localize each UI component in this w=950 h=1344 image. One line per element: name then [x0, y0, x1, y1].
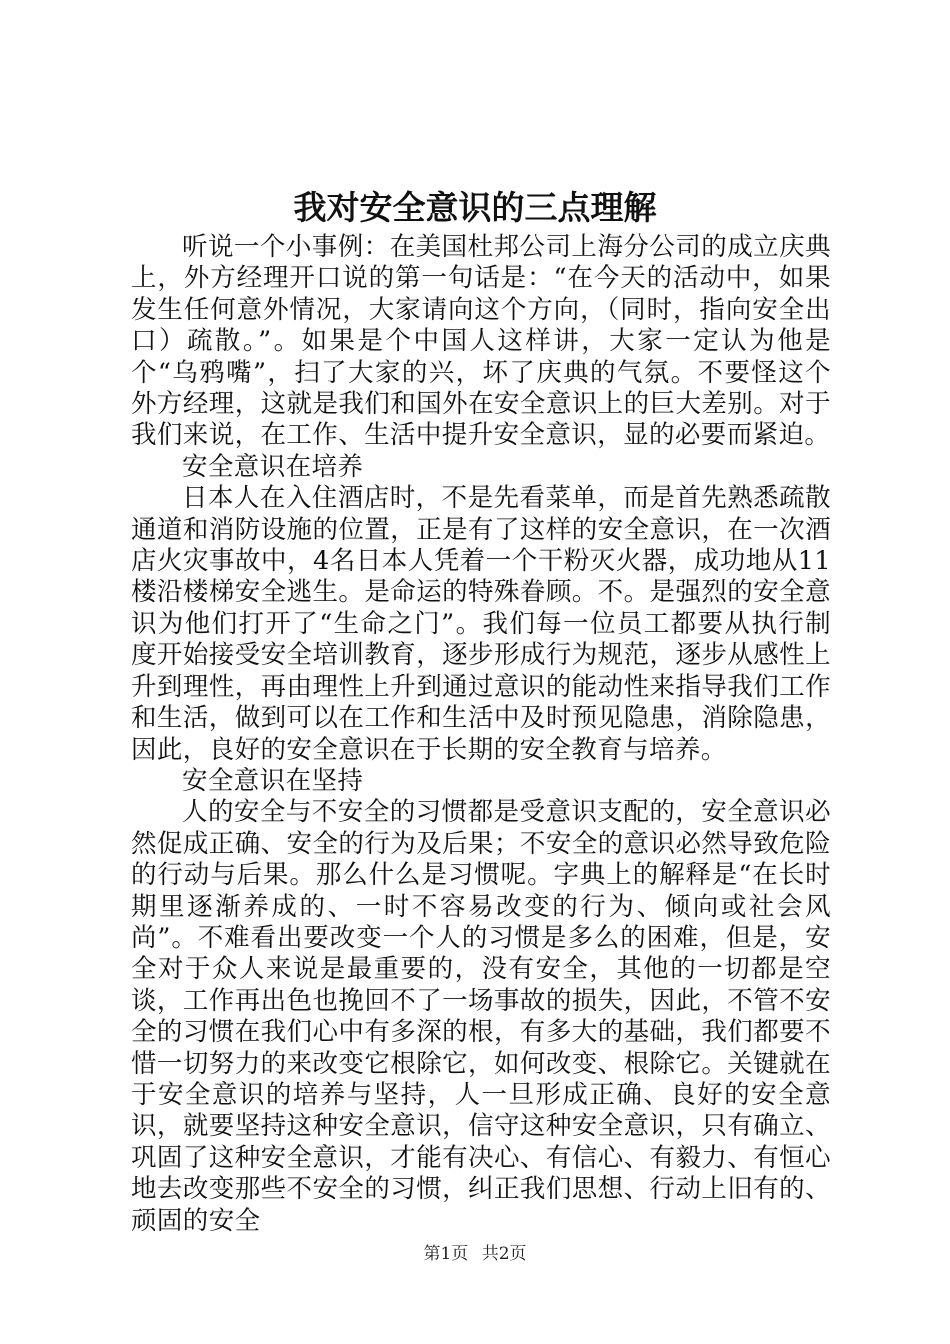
document-body: [131, 232, 831, 1237]
page-footer: [0, 1242, 950, 1266]
section-heading-persistence: 安全意识在坚持: [182, 765, 364, 796]
document-title: 我对安全意识的三点理解: [293, 188, 657, 227]
section-heading-cultivation: 安全意识在培养: [182, 451, 364, 482]
page-total: 共2页: [481, 1244, 527, 1264]
paragraph-persistence: 人的安全与不安全的习惯都是受意识支配的，安全意识必然促成正确、安全的行为及后果；不安全的意识必然导致危险的行动与后果。那么什么是习惯呢。字典上的解释是“在长时期里逐渐养成的、一时不容易改变的行为、倾向或社会风尚”。不难看出要改变一个人的习惯是多么的困难，但是，安全对于众人来说是最重要的，没有安全，其他的一切都是空谈，工作再出色也挽回不了一场事故的损失，因此，不管不安全的习惯在我们心中有多深的根，有多大的基础，我们都要不惜一切努力的来改变它根除它，如何改变、根除它。关键就在于安全意识的培养与坚持，人一旦形成正确、良好的安全意识，就要坚持这种安全意识，信守这种安全意识，只有确立、巩固了这种安全意识，才能有决心、有信心、有毅力、有恒心地去改变那些不安全的习惯，纠正我们思想、行动上旧有的、顽固的安全: [131, 797, 831, 1236]
paragraph-cultivation: 日本人在入住酒店时，不是先看菜单，而是首先熟悉疏散通道和消防设施的位置，正是有了这样的安全意识，在一次酒店火灾事故中，4名日本人凭着一个干粉灭火器，成功地从11楼沿楼梯安全逃生。是命运的特殊眷顾。不。是强烈的安全意识为他们打开了“生命之门”。我们每一位员工都要从执行制度开始接受安全培训教育，逐步形成行为规范，逐步从感性上升到理性，再由理性上升到通过意识的能动性来指导我们工作和生活，做到可以在工作和生活中及时预见隐患，消除隐患，因此，良好的安全意识在于长期的安全教育与培养。: [131, 483, 831, 765]
page-number: 第1页: [423, 1244, 469, 1264]
paragraph-intro: 听说一个小事例：在美国杜邦公司上海分公司的成立庆典上，外方经理开口说的第一句话是：“在今天的活动中，如果发生任何意外情况，大家请向这个方向，（同时，指向安全出口）疏散。”。如果是个中国人这样讲，大家一定认为他是个“乌鸦嘴”，扫了大家的兴，坏了庆典的气氛。不要怪这个外方经理，这就是我们和国外在安全意识上的巨大差别。对于我们来说，在工作、生活中提升安全意识，显的必要而紧迫。: [131, 232, 831, 451]
